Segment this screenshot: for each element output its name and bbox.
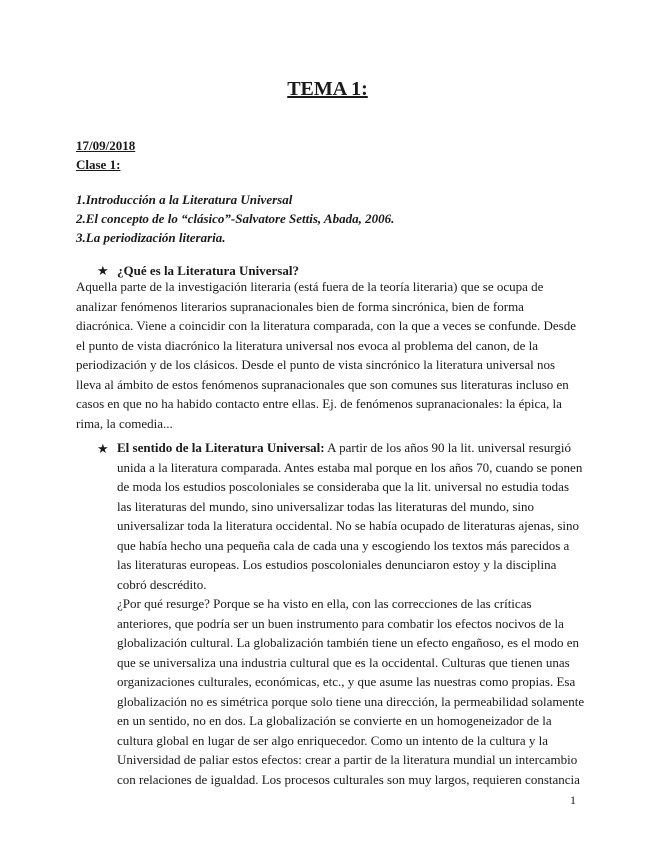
star-bullet-icon: ★ <box>97 263 109 278</box>
body-line: cultura global en lugar de ser algo enriquecedor. Como un intento de la cultura y la <box>117 732 549 748</box>
body-line: las literaturas europeas. Los estudios poscoloniales denunciaron estoy y la disciplina <box>117 557 557 572</box>
body-line: que había hecho una pequeña cala de cada una y escogiendo los textos más parecidos a <box>117 537 570 553</box>
body-line: Aquella parte de la investigación literaria (está fuera de la teoría literaria) que se ocupa de <box>76 279 544 294</box>
body-line <box>117 438 587 458</box>
toc-item-3: 3.La periodización literaria. <box>76 230 226 245</box>
body-line: que se universaliza una industria cultural que es la occidental. Culturas que tienen unas <box>117 654 570 670</box>
section-heading: El sentido de la Literatura Universal: <box>117 440 325 455</box>
body-line: globalización no es simétrica porque solo tiene una dirección, la permeabilidad solamente <box>117 693 585 709</box>
body-line: casos en que no ha habido contacto entre ellas. Ej. de fenómenos supranacionales: la épica, la <box>76 396 562 411</box>
body-line: globalización cultural. La globalización también tiene un efecto engañoso, es el modo en <box>117 635 580 650</box>
body-line: organizaciones culturales, económicas, etc., y que asume las nuestras como propias. Esa <box>117 674 576 689</box>
body-line: unida a la literatura comparada. Antes estaba mal porque en los años 70, cuando se ponen <box>117 459 583 475</box>
toc-item-1: 1.Introducción a la Literatura Universal <box>76 192 293 207</box>
body-line: las literaturas del mundo, sino universalizar todas las literaturas del mundo, sino <box>117 498 534 514</box>
page-number: 1 <box>570 793 576 807</box>
body-line: con relaciones de igualdad. Los procesos culturales son muy largos, requieren constancia <box>117 771 580 787</box>
body-line: de moda los estudios poscoloniales se consideraba que la lit. universal no estudia todas <box>117 479 570 494</box>
body-line: lleva al ámbito de estos fenómenos supranacionales que son comunes sus literaturas incluso en <box>76 376 569 392</box>
body-line: en un sentido, no en dos. La globalización se convierte en un homogeneizador de la <box>117 713 552 728</box>
date-label: 17/09/2018 <box>76 138 136 153</box>
section-body <box>117 438 587 789</box>
body-line: el punto de vista diacrónico la literatura universal nos evoca al problema del canon, de la <box>76 337 539 353</box>
body-line: diacrónica. Viene a coincidir con la literatura comparada, con la que a veces se confunde. Desde <box>76 318 576 333</box>
body-text: A partir de los años 90 la lit. universal resurgió <box>324 440 571 455</box>
class-label: Clase 1: <box>76 157 121 172</box>
body-line: ¿Por qué resurge? Porque se ha visto en ella, con las correcciones de las críticas <box>117 596 532 611</box>
body-line: analizar fenómenos literarios supranacionales bien de forma sincrónica, bien de forma <box>76 298 524 314</box>
body-line: rima, la comedia... <box>76 415 173 431</box>
section-body <box>76 277 576 433</box>
body-line: anteriores, que podría ser un buen instrumento para combatir los efectos nocivos de la <box>117 615 564 631</box>
section-heading: ¿Qué es la Literatura Universal? <box>117 263 299 278</box>
body-line: cobró descrédito. <box>117 576 207 592</box>
star-bullet-icon: ★ <box>97 441 109 456</box>
body-line: universalizar toda la literatura occidental. No se había ocupado de literaturas ajenas, sino <box>117 518 580 533</box>
page-title: TEMA 1: <box>287 78 368 100</box>
body-line: Universidad de paliar estos efectos: crear a partir de la literatura mundial un intercambio <box>117 752 578 767</box>
body-line: periodización y de los clásicos. Desde el punto de vista sincrónico la literatura universal nos <box>76 357 556 372</box>
toc-item-2: 2.El concepto de lo “clásico”-Salvatore Settis, Abada, 2006. <box>76 211 395 226</box>
